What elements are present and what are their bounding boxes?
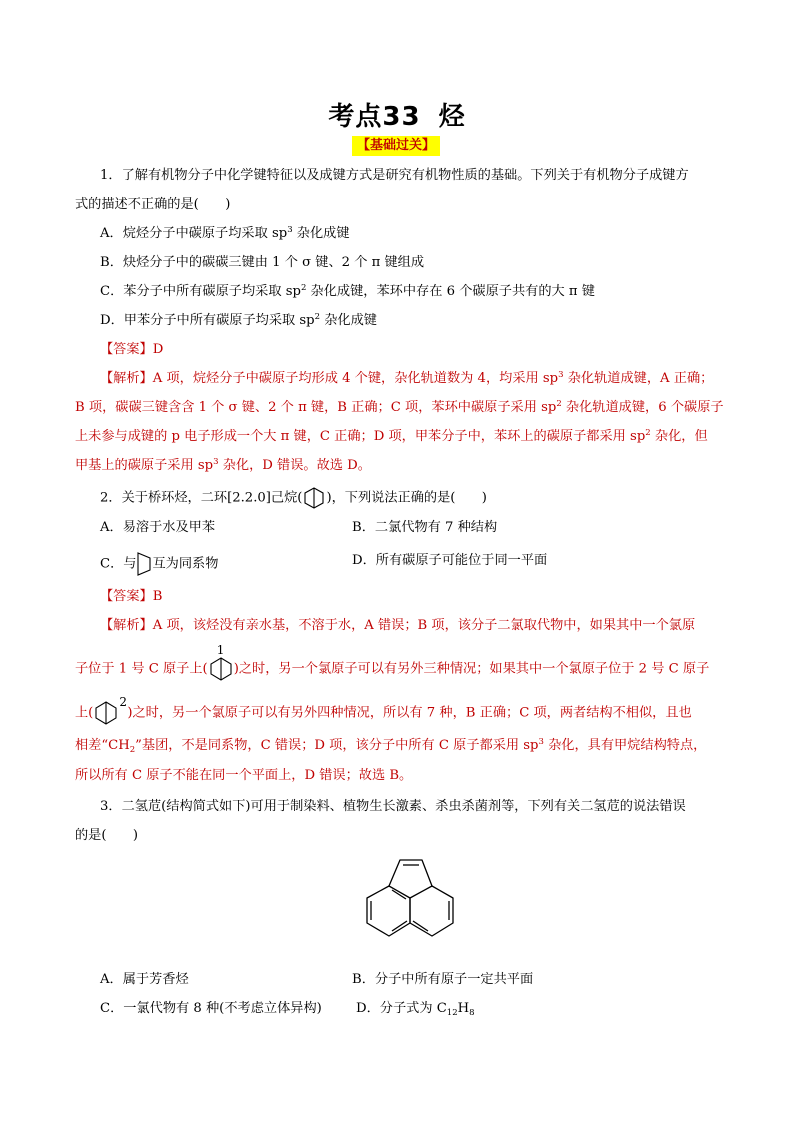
q1-option-c: C．苯分子中所有碳原子均采取 $sp^2$ 杂化成键，苯环中存在 6 个碳原子共有的大 π 键 xyxy=(100,283,595,299)
q1-stem-line-2: 式的描述不正确的是( ) xyxy=(75,197,231,212)
q2-option-b: B．二氯代物有 7 种结构 xyxy=(352,520,498,535)
carbon-position-label: 2 xyxy=(119,695,127,709)
q1-stem-line-1: 1．了解有机物分子中化学键特征以及成键方式是研究有机物性质的基础。下列关于有机物分子成键方 xyxy=(100,168,689,183)
q3-option-b: B．分子中所有原子一定共平面 xyxy=(352,972,534,987)
q2-option-a: A．易溶于水及甲苯 xyxy=(100,520,216,535)
q1-answer: 【答案】D xyxy=(100,342,164,357)
cyclobutane-structure-icon xyxy=(136,551,152,577)
q2-option-d: D．所有碳原子可能位于同一平面 xyxy=(352,553,548,568)
bicyclohexane-c2-structure xyxy=(93,695,127,726)
bicyclohexane-structure-icon xyxy=(302,486,326,510)
bicyclohexane-structure-icon xyxy=(208,656,234,682)
q1-option-d: D．甲苯分子中所有碳原子均采取 $sp^2$ 杂化成键 xyxy=(100,312,377,328)
q3-option-a: A．属于芳香烃 xyxy=(100,972,189,987)
q2-explanation-line-5: 所以所有 C 原子不能在同一个平面上，D 错误；故选 B。 xyxy=(75,768,413,783)
q1-option-b: B．炔烃分子中的碳碳三键由 1 个 σ 键、2 个 π 键组成 xyxy=(100,255,425,270)
q1-explanation-line-3: 上未参与成键的 p 电子形成一个大 π 键，C 正确；D 项，甲苯分子中，苯环上的碳原子都采用 $sp^2$ 杂化，但 xyxy=(75,428,708,444)
bicyclohexane-c1-structure xyxy=(208,643,234,682)
q2-explanation-line-4: 相差“$CH_2$”基团，不是同系物，C 错误；D 项，该分子中所有 C 原子都采用 $sp^3$ 杂化，具有甲烷结构特点， xyxy=(75,737,707,755)
q3-stem-line-1: 3．二氢苊(结构简式如下)可用于制染料、植物生长激素、杀虫杀菌剂等，下列有关二氢苊的说法错误 xyxy=(100,799,686,814)
q3-option-c: C．一氯代物有 8 种(不考虑立体异构) xyxy=(100,1001,322,1016)
q3-option-d: D．分子式为 $C_{12}H_8$ xyxy=(356,1001,475,1018)
q1-explanation-line-2: B 项，碳碳三键含含 1 个 σ 键、2 个 π 键，B 正确；C 项，苯环中碳原子采用 $sp^2$ 杂化轨道成键，6 个碳原子 xyxy=(75,399,724,415)
acenaphthylene-structure-diagram xyxy=(356,852,466,952)
q2-stem: 2．关于桥环烃，二环[2.2.0]己烷( )，下列说法正确的是( ) xyxy=(100,486,487,510)
q1-option-a: A．烷烃分子中碳原子均采取 $sp^3$ 杂化成键 xyxy=(100,225,350,241)
carbon-position-label: 1 xyxy=(216,643,225,657)
q3-stem-line-2: 的是( ) xyxy=(75,828,139,843)
title-topic-number: 考点33 xyxy=(328,102,421,132)
q2-explanation-line-1: 【解析】A 项，该烃没有亲水基，不溶于水，A 错误；B 项，该分子二氯取代物中，如果其中一个氯原 xyxy=(100,618,696,633)
title-topic-name: 烃 xyxy=(438,102,466,132)
q2-explanation-line-2: 子位于 1 号 C 原子上( 1 )之时，另一个氯原子可以有另外三种情况；如果其中一个氯原子位于 2 号 C 原子 xyxy=(75,656,709,682)
q2-option-c: C．与 互为同系物 xyxy=(100,551,218,577)
q1-explanation-line-1: 【解析】A 项，烷烃分子中碳原子均形成 4 个键，杂化轨道数为 4，均采用 $sp^3$ 杂化轨道成键，A 正确； xyxy=(100,370,714,386)
q2-answer: 【答案】B xyxy=(100,589,163,604)
section-badge: 【基础过关】 xyxy=(352,136,440,156)
q1-explanation-line-4: 甲基上的碳原子采用 $sp^3$ 杂化，D 错误。故选 D。 xyxy=(75,457,371,473)
bicyclohexane-structure-icon xyxy=(93,700,119,726)
page-title xyxy=(0,96,794,133)
q2-explanation-line-3: 上( 2 )之时，另一个氯原子可以有另外四种情况，所以有 7 种，B 正确；C 项，两者结构不相似，且也 xyxy=(75,700,692,726)
